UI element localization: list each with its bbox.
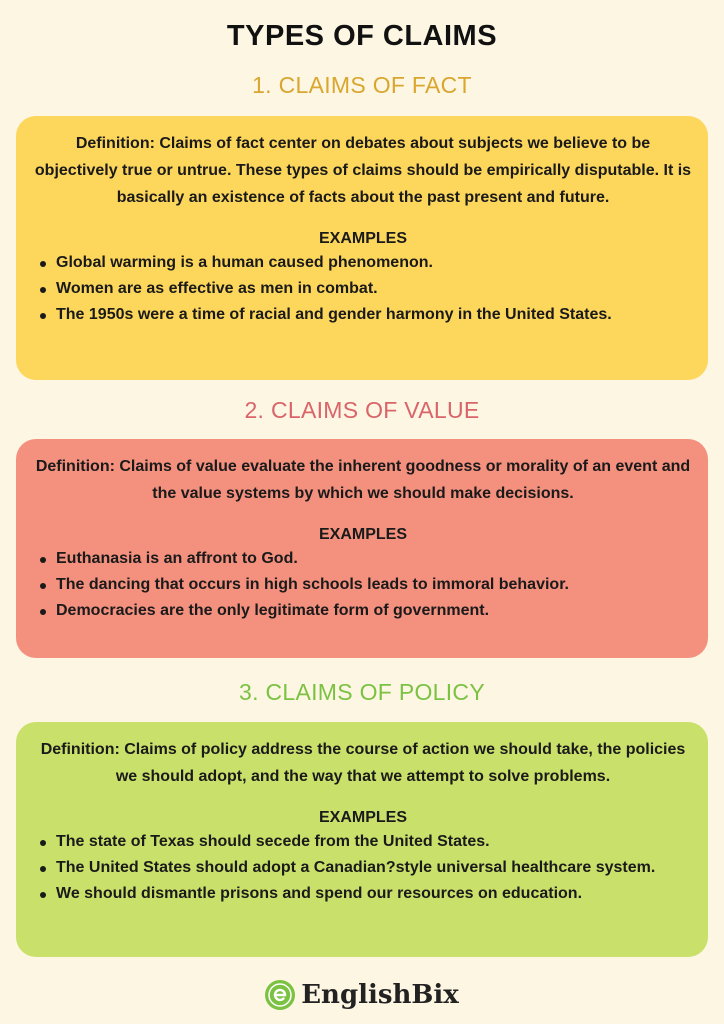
brand-name: EnglishBix bbox=[301, 980, 459, 1010]
example-text: The United States should adopt a Canadian?style universal healthcare system. bbox=[56, 859, 656, 876]
bullet-icon bbox=[40, 583, 46, 589]
list-item bbox=[34, 303, 692, 327]
fact-examples-heading: EXAMPLES bbox=[318, 230, 407, 247]
example-text: The 1950s were a time of racial and gender harmony in the United States. bbox=[56, 306, 612, 323]
section-heading-fact: 1. CLAIMS OF FACT bbox=[252, 72, 472, 98]
list-item bbox=[34, 573, 692, 597]
list-item bbox=[34, 547, 692, 571]
policy-definition: Definition: Claims of policy address the course of action we should take, the policies we should adopt, and the way that we attempt to solve problems. bbox=[40, 741, 686, 785]
claims-of-fact-card bbox=[16, 116, 708, 380]
bullet-icon bbox=[40, 261, 46, 267]
example-text: Euthanasia is an affront to God. bbox=[56, 550, 298, 567]
value-definition: Definition: Claims of value evaluate the inherent goodness or morality of an event and the value systems by which we should make decisions. bbox=[35, 458, 691, 502]
section-heading-value: 2. CLAIMS OF VALUE bbox=[244, 397, 480, 423]
list-item bbox=[34, 830, 692, 854]
example-text: Democracies are the only legitimate form of government. bbox=[56, 602, 490, 619]
section-heading-policy: 3. CLAIMS OF POLICY bbox=[239, 679, 485, 705]
example-text: Women are as effective as men in combat. bbox=[56, 280, 378, 297]
claims-of-value-card bbox=[16, 439, 708, 658]
bullet-icon bbox=[40, 287, 46, 293]
example-text: Global warming is a human caused phenomenon. bbox=[56, 254, 433, 271]
value-examples-list bbox=[34, 547, 692, 623]
example-text: The dancing that occurs in high schools leads to immoral behavior. bbox=[56, 576, 569, 593]
policy-examples-list bbox=[34, 830, 692, 906]
page-title: TYPES OF CLAIMS bbox=[226, 20, 498, 52]
example-text: We should dismantle prisons and spend our resources on education. bbox=[56, 885, 583, 902]
list-item bbox=[34, 251, 692, 275]
bullet-icon bbox=[40, 557, 46, 563]
list-item bbox=[34, 856, 692, 880]
bullet-icon bbox=[40, 313, 46, 319]
policy-examples-heading: EXAMPLES bbox=[318, 809, 407, 826]
bullet-icon bbox=[40, 866, 46, 872]
fact-definition: Definition: Claims of fact center on debates about subjects we believe to be objectively true or untrue. These types of claims should be empirically disputable. It is basically an existence of facts about the past present and future. bbox=[34, 135, 692, 206]
footer-brand bbox=[0, 980, 724, 1010]
claims-of-policy-card bbox=[16, 722, 708, 957]
value-examples-heading: EXAMPLES bbox=[318, 526, 407, 543]
list-item bbox=[34, 882, 692, 906]
bullet-icon bbox=[40, 840, 46, 846]
bullet-icon bbox=[40, 892, 46, 898]
englishbix-e-logo-icon bbox=[265, 980, 295, 1010]
fact-examples-list bbox=[34, 251, 692, 327]
example-text: The state of Texas should secede from the United States. bbox=[56, 833, 490, 850]
list-item bbox=[34, 277, 692, 301]
list-item bbox=[34, 599, 692, 623]
bullet-icon bbox=[40, 609, 46, 615]
